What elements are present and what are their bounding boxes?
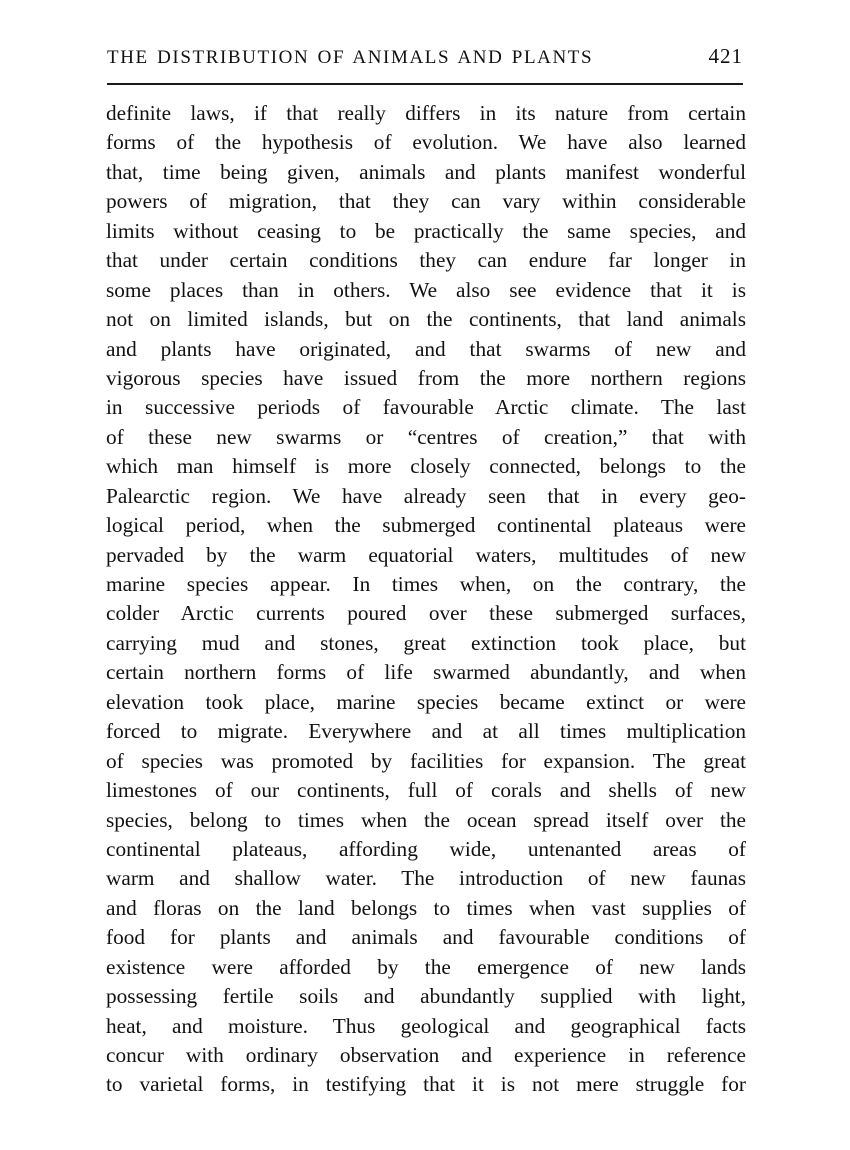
- text-line: logical period, when the submerged continental plateaus were: [106, 513, 746, 538]
- text-line: in successive periods of favourable Arctic climate. The last: [106, 395, 746, 420]
- text-line: forms of the hypothesis of evolution. We have also learned: [106, 130, 746, 155]
- text-line: and plants have originated, and that swarms of new and: [106, 336, 746, 361]
- text-line: forced to migrate. Everywhere and at all times multiplication: [106, 719, 746, 744]
- text-line: which man himself is more closely connected, belongs to the: [106, 454, 746, 479]
- text-line: that under certain conditions they can endure far longer in: [106, 248, 746, 273]
- text-line: limestones of our continents, full of corals and shells of new: [106, 778, 746, 803]
- text-line: possessing fertile soils and abundantly supplied with light,: [106, 984, 746, 1009]
- text-line: pervaded by the warm equatorial waters, multitudes of new: [106, 542, 746, 567]
- text-line: heat, and moisture. Thus geological and geographical facts: [106, 1013, 746, 1038]
- text-line: of these new swarms or “centres of creation,” that with: [106, 424, 746, 449]
- running-head-title: THE DISTRIBUTION OF ANIMALS AND PLANTS: [107, 47, 594, 68]
- header-rule: [107, 83, 743, 85]
- text-line: Palearctic region. We have already seen that in every geo-: [106, 483, 746, 508]
- text-line: powers of migration, that they can vary within considerable: [106, 189, 746, 214]
- text-line: elevation took place, marine species became extinct or were: [106, 689, 746, 714]
- text-line: limits without ceasing to be practically the same species, and: [106, 218, 746, 243]
- text-line: continental plateaus, affording wide, untenanted areas of: [106, 836, 746, 861]
- text-line: certain northern forms of life swarmed abundantly, and when: [106, 660, 746, 685]
- text-line: to varietal forms, in testifying that it is not mere struggle for: [106, 1072, 746, 1097]
- text-line: marine species appear. In times when, on the contrary, the: [106, 572, 746, 596]
- page-number: 421: [708, 44, 743, 68]
- text-line: concur with ordinary observation and experience in reference: [106, 1043, 746, 1067]
- body-text: [106, 99, 746, 1100]
- text-line: not on limited islands, but on the continents, that land animals: [106, 307, 746, 332]
- text-line: food for plants and animals and favourable conditions of: [106, 925, 746, 950]
- text-line: warm and shallow water. The introduction of new faunas: [106, 866, 746, 891]
- text-line: definite laws, if that really differs in its nature from certain: [106, 101, 746, 125]
- text-line: vigorous species have issued from the more northern regions: [106, 365, 746, 390]
- text-line: existence were afforded by the emergence of new lands: [106, 954, 746, 979]
- text-line: colder Arctic currents poured over these submerged surfaces,: [106, 601, 746, 626]
- text-line: and floras on the land belongs to times when vast supplies of: [106, 895, 746, 920]
- text-line: some places than in others. We also see evidence that it is: [106, 277, 746, 302]
- running-head: [107, 44, 743, 72]
- text-line: of species was promoted by facilities for expansion. The great: [106, 748, 746, 773]
- text-line: species, belong to times when the ocean spread itself over the: [106, 807, 746, 832]
- text-line: carrying mud and stones, great extinction took place, but: [106, 630, 746, 655]
- text-line: that, time being given, animals and plants manifest wonderful: [106, 159, 746, 184]
